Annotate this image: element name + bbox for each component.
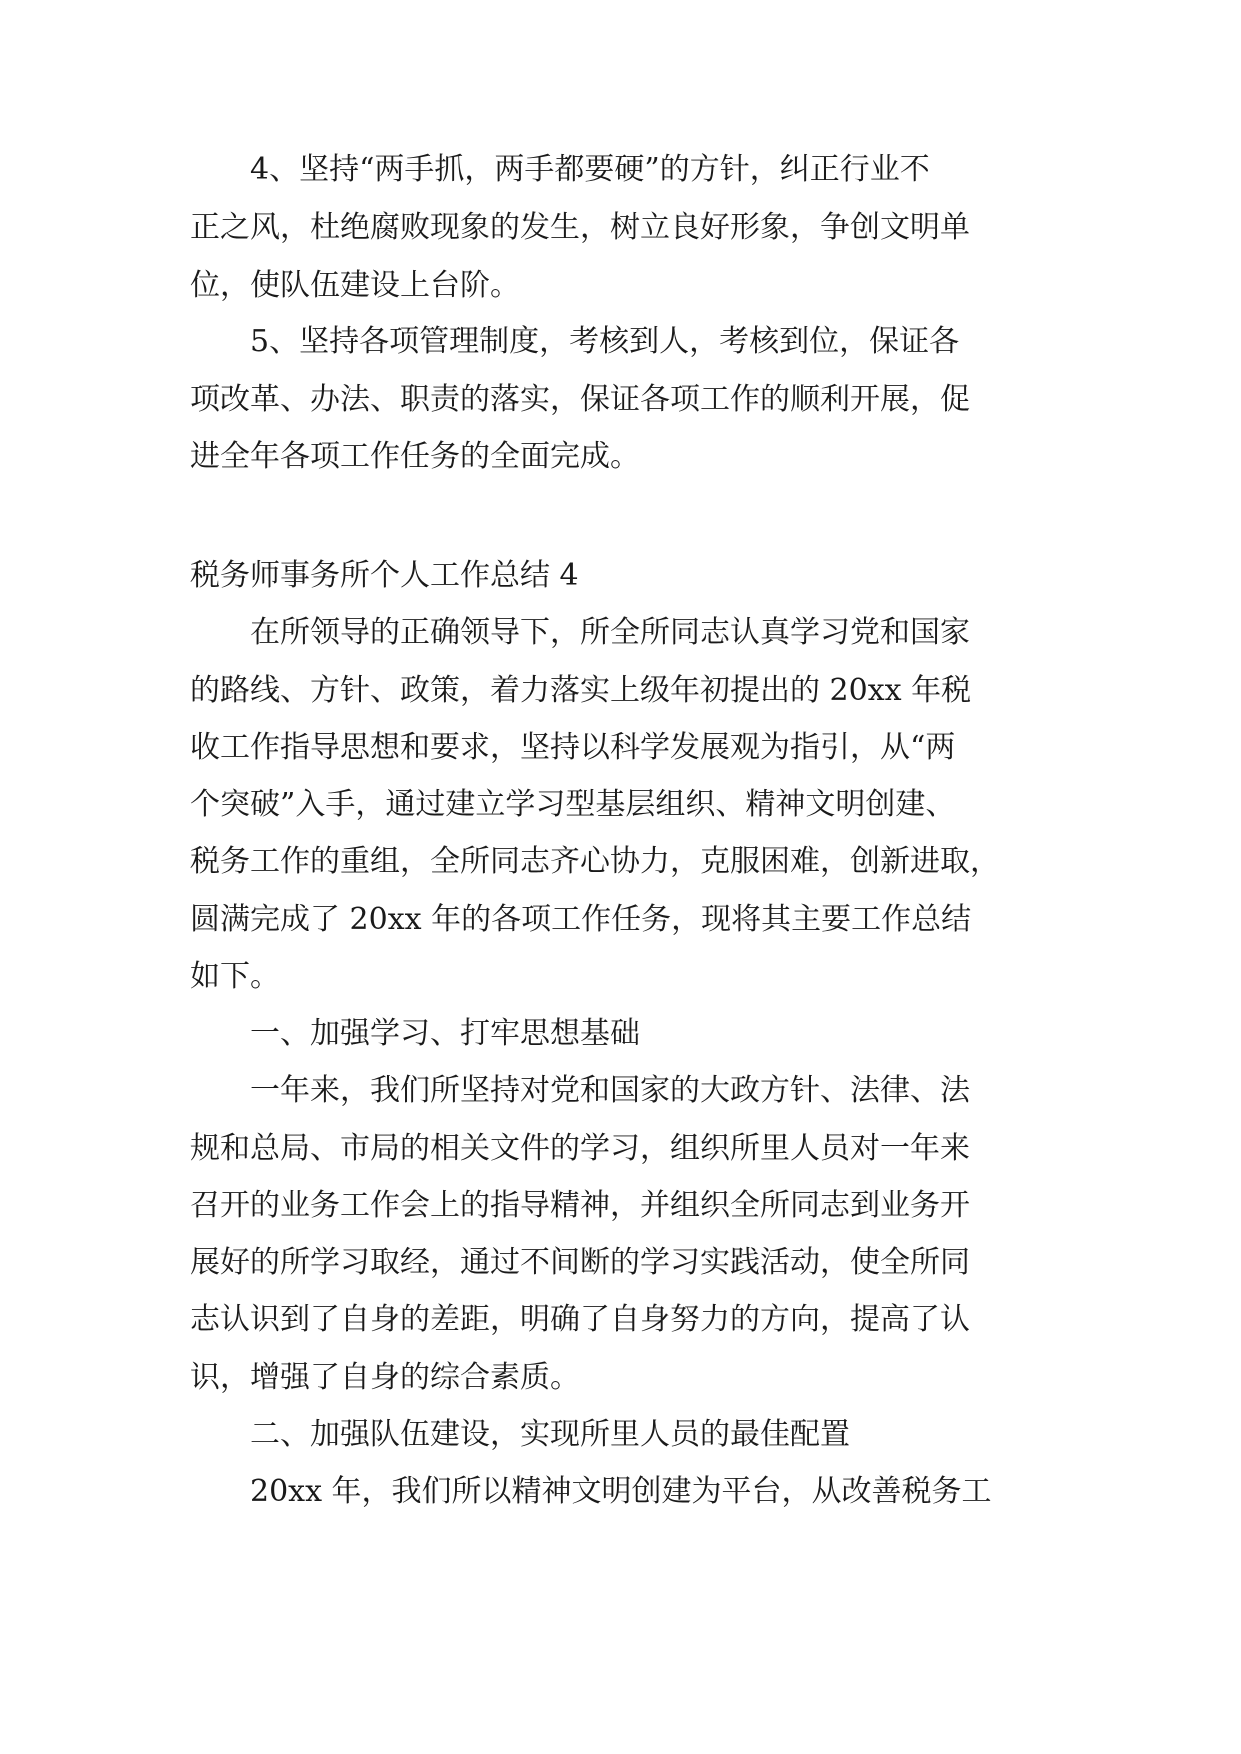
text-line: 志认识到了自身的差距，明确了自身努力的方向，提高了认	[190, 1302, 970, 1337]
section-heading: 税务师事务所个人工作总结 4	[190, 558, 579, 593]
subheading: 二、加强队伍建设，实现所里人员的最佳配置	[190, 1417, 850, 1452]
text-line: 正之风，杜绝腐败现象的发生，树立良好形象，争创文明单	[190, 210, 970, 245]
text-line: 进全年各项工作任务的全面完成。	[190, 439, 640, 474]
text-line: 项改革、办法、职责的落实，保证各项工作的顺利开展，促	[190, 382, 970, 417]
text-line: 税务工作的重组，全所同志齐心协力，克服困难，创新进取，	[190, 844, 1000, 879]
text-line: 如下。	[190, 959, 280, 994]
text-line: 个突破”入手，通过建立学习型基层组织、精神文明创建、	[190, 787, 956, 822]
text-line: 位，使队伍建设上台阶。	[190, 268, 520, 303]
text-line: 的路线、方针、政策，着力落实上级年初提出的 20xx 年税	[190, 673, 972, 708]
subheading: 一、加强学习、打牢思想基础	[190, 1016, 640, 1051]
text-line: 召开的业务工作会上的指导精神，并组织全所同志到业务开	[190, 1188, 970, 1223]
text-line: 一年来，我们所坚持对党和国家的大政方针、法律、法	[190, 1073, 970, 1108]
text-line: 展好的所学习取经，通过不间断的学习实践活动，使全所同	[190, 1245, 970, 1280]
text-line: 收工作指导思想和要求，坚持以科学发展观为指引，从“两	[190, 730, 956, 765]
text-line: 4、坚持“两手抓，两手都要硬”的方针，纠正行业不	[190, 152, 930, 187]
text-line: 5、坚持各项管理制度，考核到人，考核到位，保证各	[190, 324, 960, 359]
text-line: 规和总局、市局的相关文件的学习，组织所里人员对一年来	[190, 1131, 970, 1166]
text-line: 圆满完成了 20xx 年的各项工作任务，现将其主要工作总结	[190, 902, 972, 937]
text-line: 20xx 年，我们所以精神文明创建为平台，从改善税务工	[190, 1474, 992, 1509]
text-line: 在所领导的正确领导下，所全所同志认真学习党和国家	[190, 615, 970, 650]
text-line: 识，增强了自身的综合素质。	[190, 1360, 580, 1395]
